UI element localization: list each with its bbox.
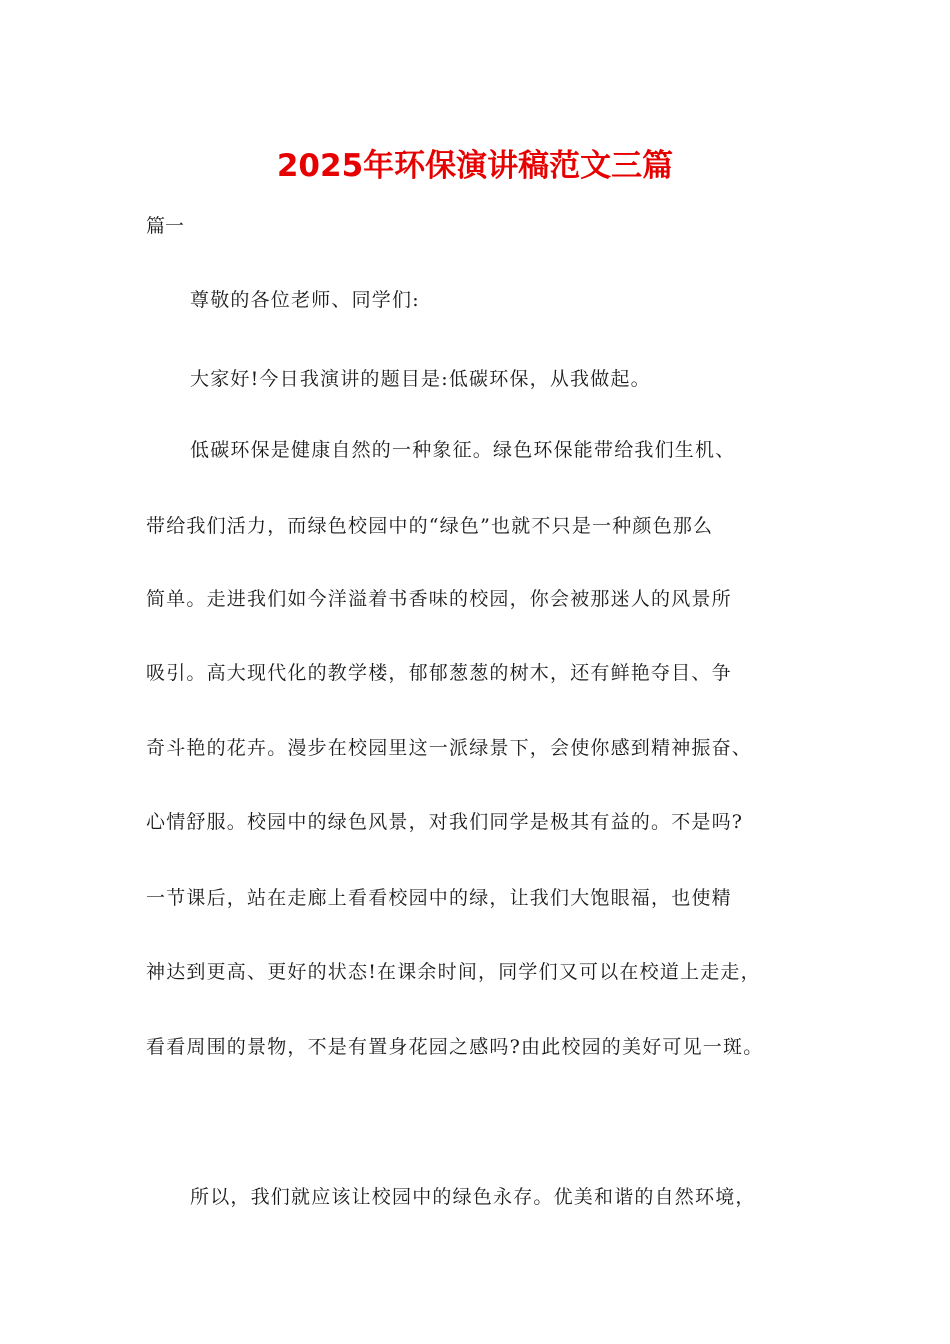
paragraph-line: 看看周围的景物，不是有置身花园之感吗?由此校园的美好可见一斑。 bbox=[146, 1036, 764, 1058]
paragraph-line: 心情舒服。校园中的绿色风景，对我们同学是极其有益的。不是吗? bbox=[146, 811, 744, 833]
paragraph-line: 带给我们活力，而绿色校园中的“绿色”也就不只是一种颜色那么 bbox=[146, 515, 714, 537]
paragraph-line-salutation: 尊敬的各位老师、同学们: bbox=[190, 289, 420, 311]
paragraph-line: 奇斗艳的花卉。漫步在校园里这一派绿景下，会使你感到精神振奋、 bbox=[146, 737, 753, 759]
paragraph-line: 简单。走进我们如今洋溢着书香味的校园，你会被那迷人的风景所 bbox=[146, 588, 732, 610]
paragraph-line: 吸引。高大现代化的教学楼，郁郁葱葱的树木，还有鲜艳夺目、争 bbox=[146, 662, 732, 684]
paragraph-line: 低碳环保是健康自然的一种象征。绿色环保能带给我们生机、 bbox=[190, 439, 736, 461]
paragraph-line: 一节课后，站在走廊上看看校园中的绿，让我们大饱眼福，也使精 bbox=[146, 887, 732, 909]
paragraph-line: 神达到更高、更好的状态!在课余时间，同学们又可以在校道上走走， bbox=[146, 961, 761, 983]
paragraph-line: 所以，我们就应该让校园中的绿色永存。优美和谐的自然环境， bbox=[190, 1186, 756, 1208]
section-label: 篇一 bbox=[146, 215, 185, 237]
document-title: 2025年环保演讲稿范文三篇 bbox=[276, 148, 674, 184]
paragraph-line-greeting: 大家好!今日我演讲的题目是:低碳环保，从我做起。 bbox=[190, 368, 651, 390]
